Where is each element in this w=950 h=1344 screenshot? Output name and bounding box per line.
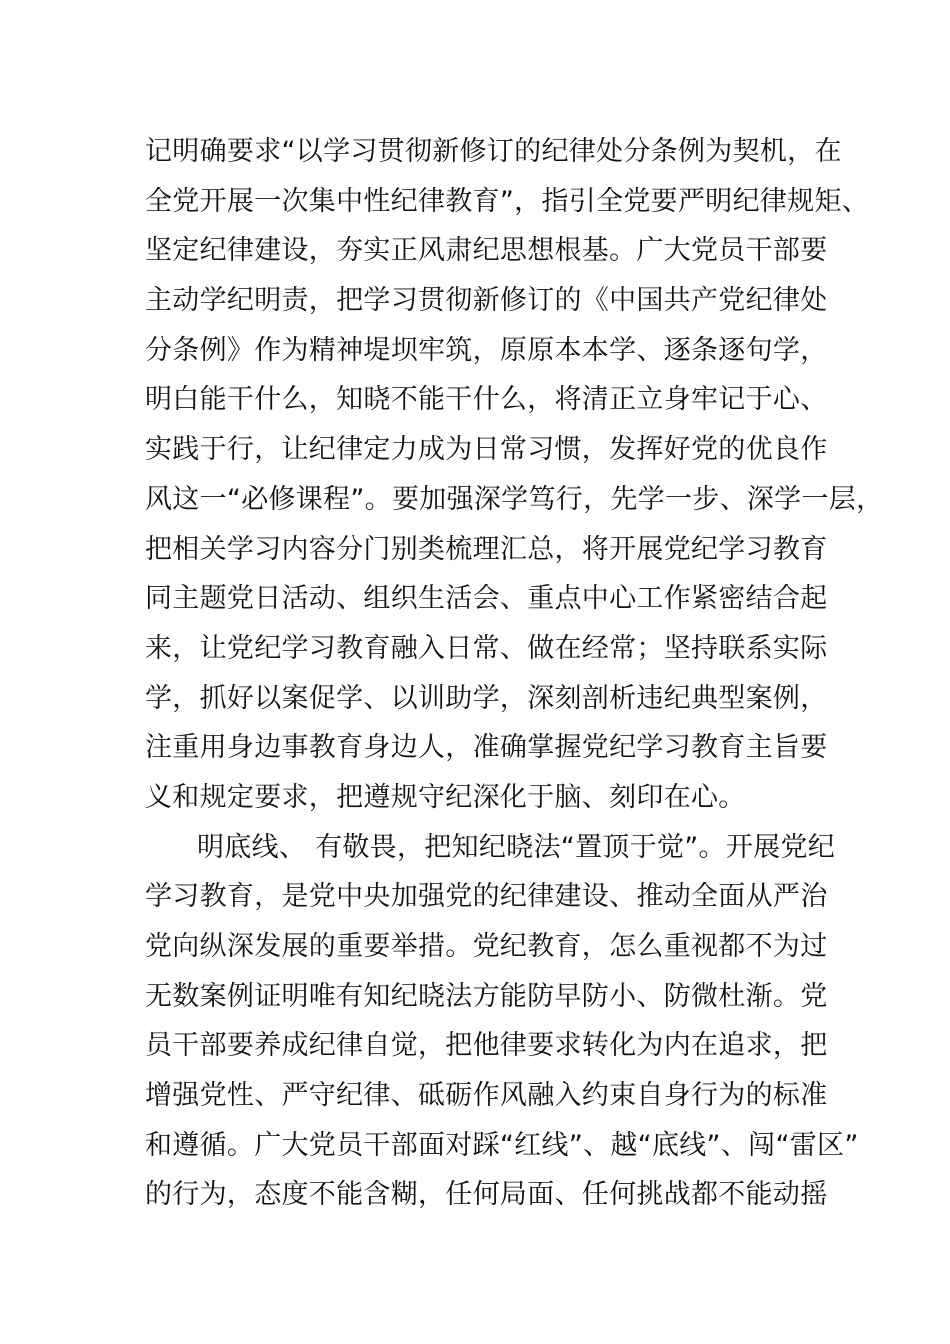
text-line: 分条例》作为精神堤坝牢筑，原原本本学、逐条逐句学， <box>145 334 828 366</box>
text-line: 来，让党纪学习教育融入日常、做在经常；坚持联系实际 <box>145 632 828 664</box>
text-line: 记明确要求“以学习贯彻新修订的纪律处分条例为契机，在 <box>145 136 842 167</box>
body-text <box>145 127 884 1220</box>
text-line: 坚定纪律建设，夯实正风肃纪思想根基。广大党员干部要 <box>145 235 828 267</box>
paragraph-2 <box>145 823 859 1221</box>
text-line: 义和规定要求，把遵规守纪深化于脑、刻印在心。 <box>145 781 746 813</box>
text-line: 学习教育，是党中央加强党的纪律建设、推动全面从严治 <box>145 881 828 913</box>
text-line: 主动学纪明责，把学习贯彻新修订的《中国共产党纪律处 <box>145 285 828 317</box>
text-line: 风这一“必修课程”。要加强深学笃行，先学一步、深学一层， <box>145 483 884 515</box>
text-line: 无数案例证明唯有知纪晓法方能防早防小、防微杜渐。党 <box>145 980 828 1012</box>
text-line: 学，抓好以案促学、以训助学，深刻剖析违纪典型案例， <box>145 682 828 714</box>
text-line: 党向纵深发展的重要举措。党纪教育，怎么重视都不为过 <box>145 931 828 962</box>
text-line: 和遵循。广大党员干部面对踩“红线”、越“底线”、闯“雷区” <box>145 1129 859 1161</box>
text-line: 注重用身边事教育身边人，准确掌握党纪学习教育主旨要 <box>145 732 828 764</box>
text-line: 全党开展一次集中性纪律教育”，指引全党要严明纪律规矩、 <box>145 185 870 217</box>
text-line: 明白能干什么，知晓不能干什么，将清正立身牢记于心、 <box>145 384 828 416</box>
text-line: 实践于行，让纪律定力成为日常习惯，发挥好党的优良作 <box>145 434 828 466</box>
paragraph-1 <box>145 127 884 823</box>
text-line: 把相关学习内容分门别类梳理汇总，将开展党纪学习教育 <box>145 533 828 565</box>
text-line: 同主题党日活动、组织生活会、重点中心工作紧密结合起 <box>145 583 828 615</box>
text-line: 增强党性、严守纪律、砥砺作风融入约束自身行为的标准 <box>145 1080 828 1112</box>
text-line: 明底线、 有敬畏，把知纪晓法“置顶于觉”。开展党纪 <box>197 831 836 863</box>
text-line: 的行为，态度不能含糊，任何局面、任何挑战都不能动摇 <box>145 1179 828 1211</box>
text-line: 员干部要养成纪律自觉，把他律要求转化为内在追求，把 <box>145 1030 828 1062</box>
